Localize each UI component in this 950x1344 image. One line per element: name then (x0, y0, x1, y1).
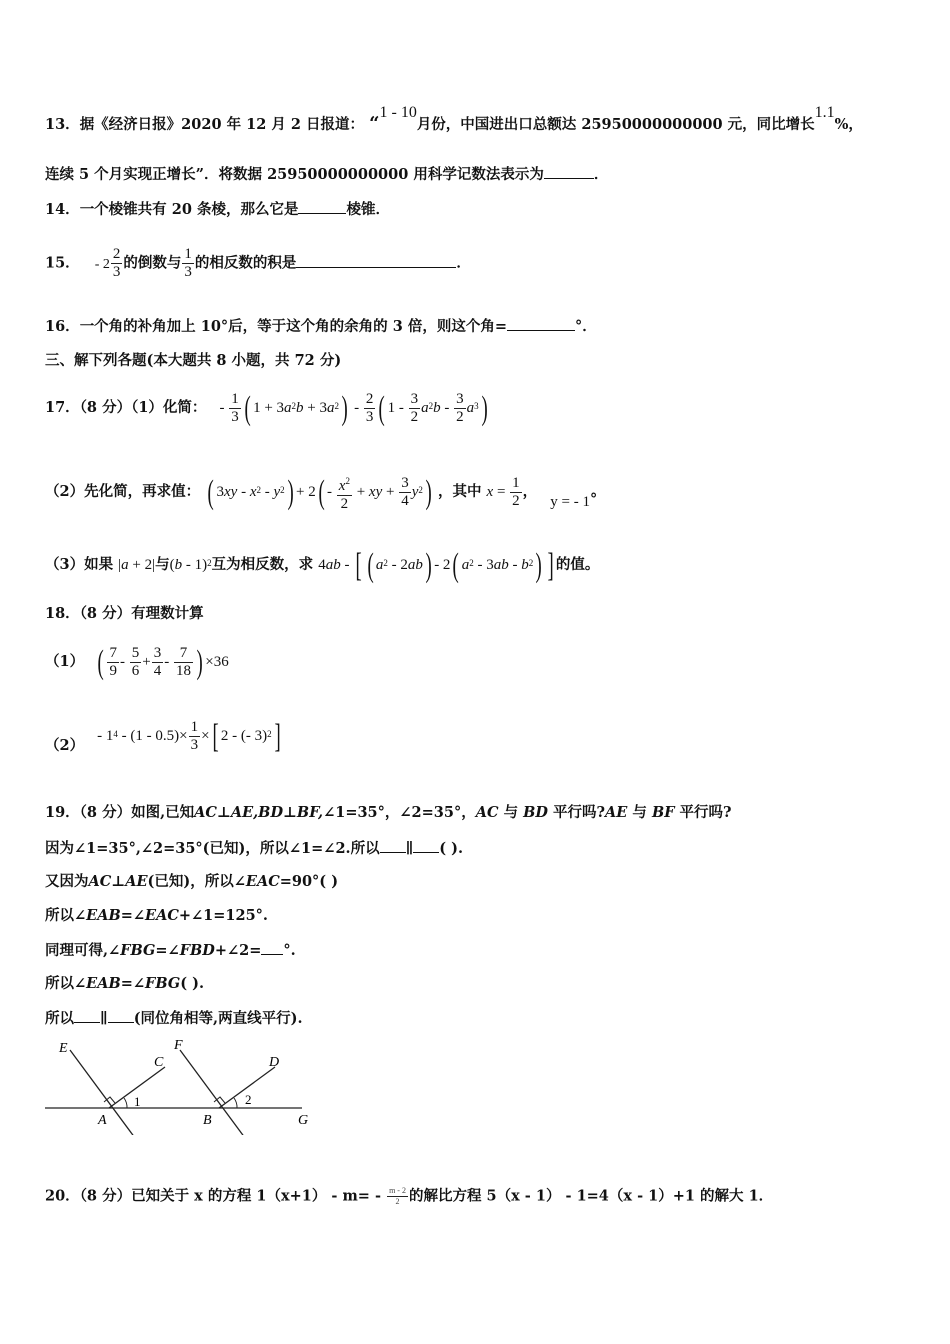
q19-l3-b: AC⊥AE (88, 873, 148, 890)
line-BF (180, 1050, 248, 1135)
q17-part3-end: 的值。 (555, 556, 600, 573)
q18-heading (45, 604, 204, 624)
q19-l3-d: EAC (245, 873, 280, 890)
q13-answer-blank[interactable] (544, 164, 594, 179)
q15-fraction-2 (182, 246, 194, 281)
q19-l6-e: ( ). (180, 975, 205, 992)
q15-text-2: 的相反数的积是 (194, 254, 297, 272)
q19-l1-a: 19．（8 分）如图,已知 (45, 804, 195, 821)
q15-fraction-1 (111, 246, 123, 281)
q15-whole: - 2 (94, 256, 110, 272)
q19-line1 (45, 803, 732, 823)
q13-end: ． (593, 166, 609, 183)
q18-label: （8 分）有理数计算 (79, 605, 204, 622)
q20-text-a: （8 分）已知关于 x 的方程 1（x+1） - m= - (79, 1187, 382, 1205)
q17-number: 17． (45, 399, 80, 416)
q19-l1-f: BD (523, 804, 548, 821)
label-B: B (203, 1113, 212, 1128)
q19-l6-d: FBG (145, 975, 181, 992)
q19-l5-a: 同理可得,∠ (45, 942, 121, 959)
q17-part1 (45, 390, 490, 426)
q19-l5-f: °. (283, 942, 296, 959)
q15 (45, 246, 471, 281)
label-2: 2 (245, 1092, 252, 1107)
q17-part3 (45, 545, 599, 585)
q20-text-b: 的解比方程 5（x - 1） - 1=4（x - 1）+1 的解大 1． (408, 1187, 774, 1205)
q20-fraction (387, 1186, 408, 1207)
q20-f-den: 2 (395, 1197, 400, 1206)
q13-quote: “ (369, 113, 380, 134)
label-D: D (269, 1055, 280, 1070)
q13-text-line2: 连续 5 个月实现正增长”．将数据 25950000000000 用科学记数法表示为 (45, 166, 544, 183)
q19-l1-c: ∠1=35°，∠2=35°， (323, 804, 476, 821)
q16 (45, 316, 597, 337)
q19-l4-d: EAC (145, 907, 179, 924)
q17-part2-expression: ( $3xy - x^2 - y^2) + 2$( - $\frac{x^2}{2}$ + xy + $\frac{3}{4}$ $y^2$) (207, 473, 432, 512)
q19-l3-a: 又因为 (45, 873, 89, 890)
q18-number: 18． (45, 605, 80, 622)
q19-l6-b: EAB (86, 975, 121, 992)
q13-months: 1 - 10 (379, 104, 417, 121)
q19-l1-i: 与 (627, 804, 652, 821)
q17-part2-label: （2）先化简，再求值： (45, 483, 201, 500)
q19-l5-e: +∠2= (214, 942, 262, 959)
q15-text-1: 的倒数与 (123, 254, 182, 272)
q19-l7-blank-2[interactable] (108, 1008, 134, 1023)
label-F: F (174, 1038, 183, 1053)
q20-f-num: m - 2 (389, 1186, 406, 1195)
q19-l7-parallel: ∥ (100, 1010, 108, 1027)
q16-number: 16． (45, 318, 80, 335)
q13-line1 (45, 104, 863, 135)
q20-number: 20． (45, 1187, 80, 1205)
q19-l4-b: EAB (86, 907, 121, 924)
q19-l2-text: 因为∠1=35°,∠2=35°(已知)，所以∠1=∠2.所以 (45, 840, 380, 857)
q15-answer-blank[interactable] (296, 253, 456, 268)
q16-answer-blank[interactable] (507, 316, 575, 331)
q19-l1-g: 平行吗? (547, 804, 606, 821)
q19-l2-parallel: ∥ (405, 840, 414, 857)
q19-l1-d: AC (475, 804, 499, 821)
q17-part1-expression: - $\frac{1}{3}$ ( $1 + 3a^2b + 3a^2$) - $\frac{2}{3}$ ( 1 - $\frac{3}{2}$ $a^2b$ - $\frac{3}{2}$ $a^3$) (219, 389, 488, 427)
label-G: G (298, 1113, 309, 1128)
q19-line5 (45, 940, 296, 961)
q17-part2-where: ，其中 (437, 483, 482, 500)
q20 (45, 1186, 773, 1207)
q19-l7-prefix: 所以 (45, 1010, 74, 1027)
angle-2-arc (234, 1098, 237, 1108)
section-3-heading: 三、解下列各题(本大题共 8 小题，共 72 分) (45, 352, 342, 369)
label-1: 1 (134, 1094, 141, 1109)
q19-l4-c: =∠ (120, 907, 146, 924)
label-A: A (98, 1113, 107, 1128)
q19-l1-b: AC⊥AE,BD⊥BF, (194, 804, 324, 821)
q17-part3-target-expression: 4ab - [ ( $a^2 - 2ab) - 2$( $a^2 - 3ab - b^2$) ] (318, 546, 554, 584)
q17-part2-x-value: x = $\frac{1}{2}$ (486, 475, 520, 510)
q18-part1 (45, 642, 229, 682)
q14-answer-blank[interactable] (298, 199, 346, 214)
q16-text: 一个角的补角加上 10°后，等于这个角的余角的 3 倍，则这个角= (79, 318, 507, 335)
q15-number: 15． (45, 254, 80, 272)
q13-number: 13． (45, 116, 80, 133)
q19-l4-a: 所以∠ (45, 907, 87, 924)
q17-part3-and: 与 (155, 556, 170, 573)
q15-end: ． (456, 254, 471, 272)
q15-f1-num: 2 (112, 246, 121, 262)
q17-part2-degree: ° (589, 491, 598, 508)
q15-f1-den: 3 (112, 264, 121, 280)
q14-tail: 棱锥． (346, 201, 390, 218)
q19-l3-e: =90°( ) (279, 873, 339, 890)
q18-part2-label: （2） (45, 737, 85, 754)
q13-rate: 1.1 (814, 104, 835, 121)
q19-l6-c: =∠ (120, 975, 146, 992)
q15-f2-num: 1 (184, 246, 192, 262)
q17-part2-y-value: y = - 1 (550, 494, 590, 510)
q19-l2-reason: ( ). (439, 840, 464, 857)
q18-part2 (45, 717, 283, 766)
q17-part2: （2）先化简，再求值： ( $3xy - x^2 - y^2) + 2$( - $\frac{x^2}{2}$ + xy + $\frac{3}{4}$ $y^2$) ，其中 x = $\frac{1}{2}$ ， y = - 1° (45, 473, 598, 512)
q19-l1-k: 平行吗? (674, 804, 732, 821)
q19-l1-j: BF (651, 804, 675, 821)
q19-line2 (45, 838, 463, 859)
q13-text-c: %， (834, 116, 863, 133)
q19-line6 (45, 974, 204, 994)
q13-line2 (45, 164, 608, 185)
q19-l4-e: +∠1=125°. (178, 907, 268, 924)
q18-part1-expression: ( $\frac{7}{9}$ - $\frac{5}{6}$ + $\frac{3}{4}$ - $\frac{7}{18}$ ) ×36 (97, 643, 229, 681)
q17-part3-square-expression: (b - 1)$^2$ (169, 557, 212, 573)
q19-line7 (45, 1008, 303, 1029)
q18-part1-label: （1） (45, 653, 85, 670)
q18-part2-expression: - $1^4 - (1 - 0.5)\times$ $\frac{1}{3}$ ×[ 2 - (- 3)$^2$] (97, 717, 281, 755)
q17-part3-mid: 互为相反数，求 (211, 556, 314, 573)
label-C: C (154, 1055, 164, 1070)
q13-text-b: 月份，中国进出口总额达 25950000000000 元，同比增长 (416, 116, 815, 133)
q16-tail: °． (575, 318, 597, 335)
q14-text: 一个棱锥共有 20 条棱，那么它是 (79, 201, 299, 218)
q19-line3 (45, 872, 338, 892)
q17-part3-abs-expression: |a + 2| (118, 557, 156, 573)
q17-part3-label: （3）如果 (45, 556, 114, 573)
q14 (45, 199, 390, 220)
q19-l5-d: FBD (179, 942, 215, 959)
q19-l2-blank-2[interactable] (413, 838, 439, 853)
q13-text-a: 据《经济日报》2020 年 12 月 2 日报道： (79, 116, 365, 133)
q19-figure (40, 1035, 330, 1135)
q14-number: 14． (45, 201, 80, 218)
q19-l5-b: FBG (120, 942, 156, 959)
q19-l1-e: 与 (498, 804, 524, 821)
q19-l3-c: (已知)，所以∠ (147, 873, 246, 890)
q19-l7-tail: (同位角相等,两直线平行). (133, 1010, 303, 1027)
label-E: E (59, 1041, 68, 1056)
angle-1-arc (124, 1098, 127, 1108)
q15-f2-den: 3 (184, 264, 192, 280)
q19-l5-blank[interactable] (261, 940, 283, 955)
q19-l2-blank-1[interactable] (380, 838, 406, 853)
q17-part1-label: （8 分）（1）化简： (79, 399, 207, 416)
q19-l6-a: 所以∠ (45, 975, 87, 992)
q19-line4 (45, 906, 268, 926)
q19-l7-blank-1[interactable] (74, 1008, 100, 1023)
q19-l5-c: =∠ (155, 942, 180, 959)
q19-l1-h: AE (605, 804, 628, 821)
